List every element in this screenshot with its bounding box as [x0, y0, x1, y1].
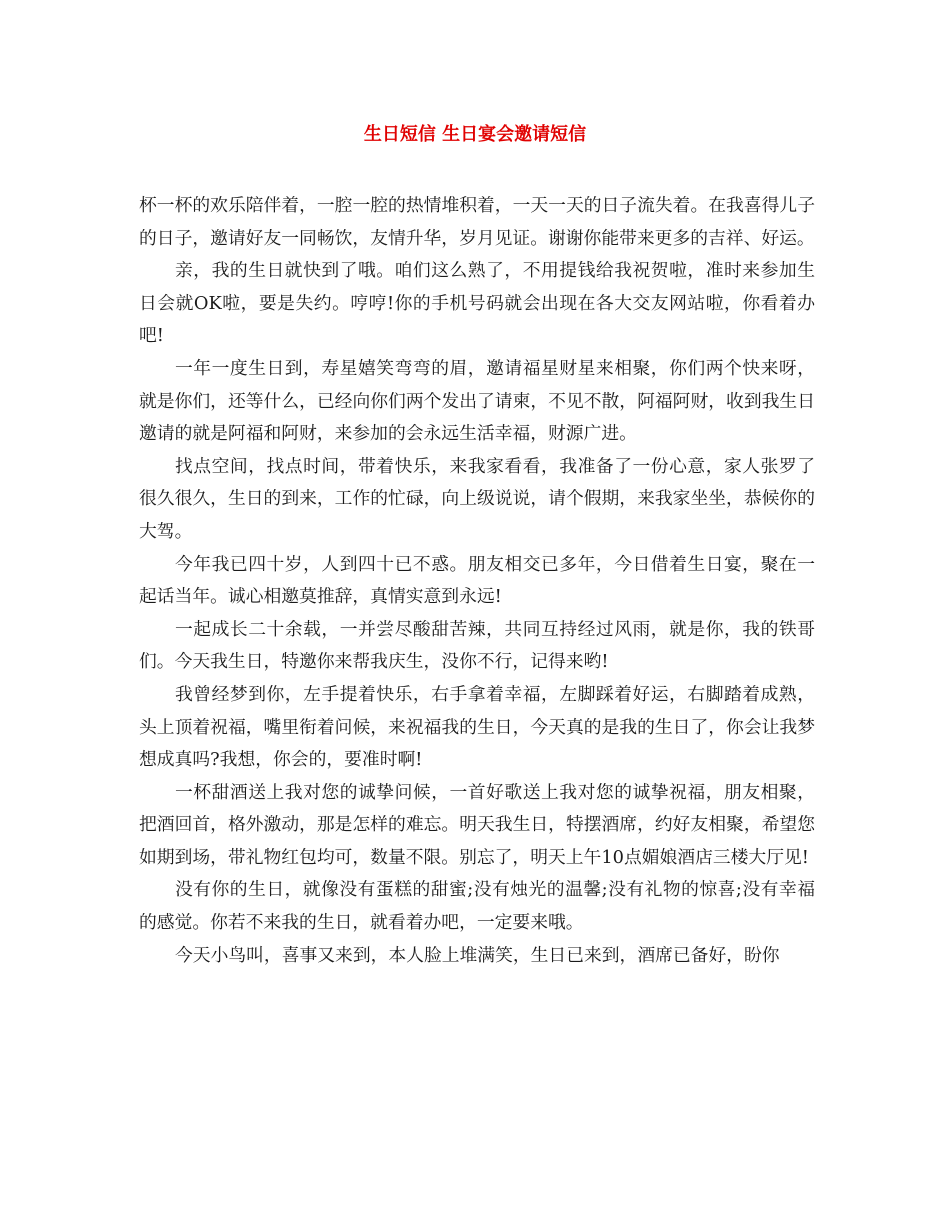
- document-title: 生日短信 生日宴会邀请短信: [363, 124, 587, 145]
- paragraph: 找点空间，找点时间，带着快乐，来我家看看，我准备了一份心意，家人张罗了很久很久，生日的到来，工作的忙碌，向上级说说，请个假期，来我家坐坐，恭候你的大驾。: [139, 455, 815, 542]
- paragraph: 一起成长二十余载，一并尝尽酸甜苦辣，共同互持经过风雨，就是你，我的铁哥们。今天我生日，特邀你来帮我庆生，没你不行，记得来哟!: [139, 618, 815, 673]
- paragraph: 今天小鸟叫，喜事又来到，本人脸上堆满笑，生日已来到，酒席已备好，盼你: [175, 944, 780, 966]
- paragraph: 杯一杯的欢乐陪伴着，一腔一腔的热情堆积着，一天一天的日子流失着。在我喜得儿子的日子，邀请好友一同畅饮，友情升华，岁月见证。谢谢你能带来更多的吉祥、好运。: [139, 195, 815, 249]
- paragraph: 我曾经梦到你，左手提着快乐，右手拿着幸福，左脚踩着好运，右脚踏着成熟，头上顶着祝福，嘴里衔着问候，来祝福我的生日，今天真的是我的生日了，你会让我梦想成真吗?我想，你会的，要准时啊!: [139, 683, 815, 771]
- paragraph: 一年一度生日到，寿星嬉笑弯弯的眉，邀请福星财星来相聚，你们两个快来呀，就是你们，还等什么，已经向你们两个发出了请柬，不见不散，阿福阿财，收到我生日邀请的就是阿福和阿财，来参加的会永远生活幸福，财源广进。: [139, 357, 815, 445]
- paragraph: 没有你的生日，就像没有蛋糕的甜蜜;没有烛光的温馨;没有礼物的惊喜;没有幸福的感觉。你若不来我的生日，就看着办吧，一定要来哦。: [139, 879, 815, 934]
- document-body: [139, 190, 815, 972]
- paragraph: 亲，我的生日就快到了哦。咱们这么熟了，不用提钱给我祝贺啦，准时来参加生日会就OK啦，要是失约。哼哼!你的手机号码就会出现在各大交友网站啦，你看着办吧!: [139, 260, 815, 347]
- paragraph: 今年我已四十岁，人到四十已不惑。朋友相交已多年，今日借着生日宴，聚在一起话当年。诚心相邀莫推辞，真情实意到永远!: [139, 553, 815, 608]
- paragraph: 一杯甜酒送上我对您的诚挚问候，一首好歌送上我对您的诚挚祝福，朋友相聚，把酒回首，格外激动，那是怎样的难忘。明天我生日，特摆酒席，约好友相聚，希望您如期到场，带礼物红包均可，数量不限。别忘了，明天上午10点媚娘酒店三楼大厅见!: [139, 781, 815, 868]
